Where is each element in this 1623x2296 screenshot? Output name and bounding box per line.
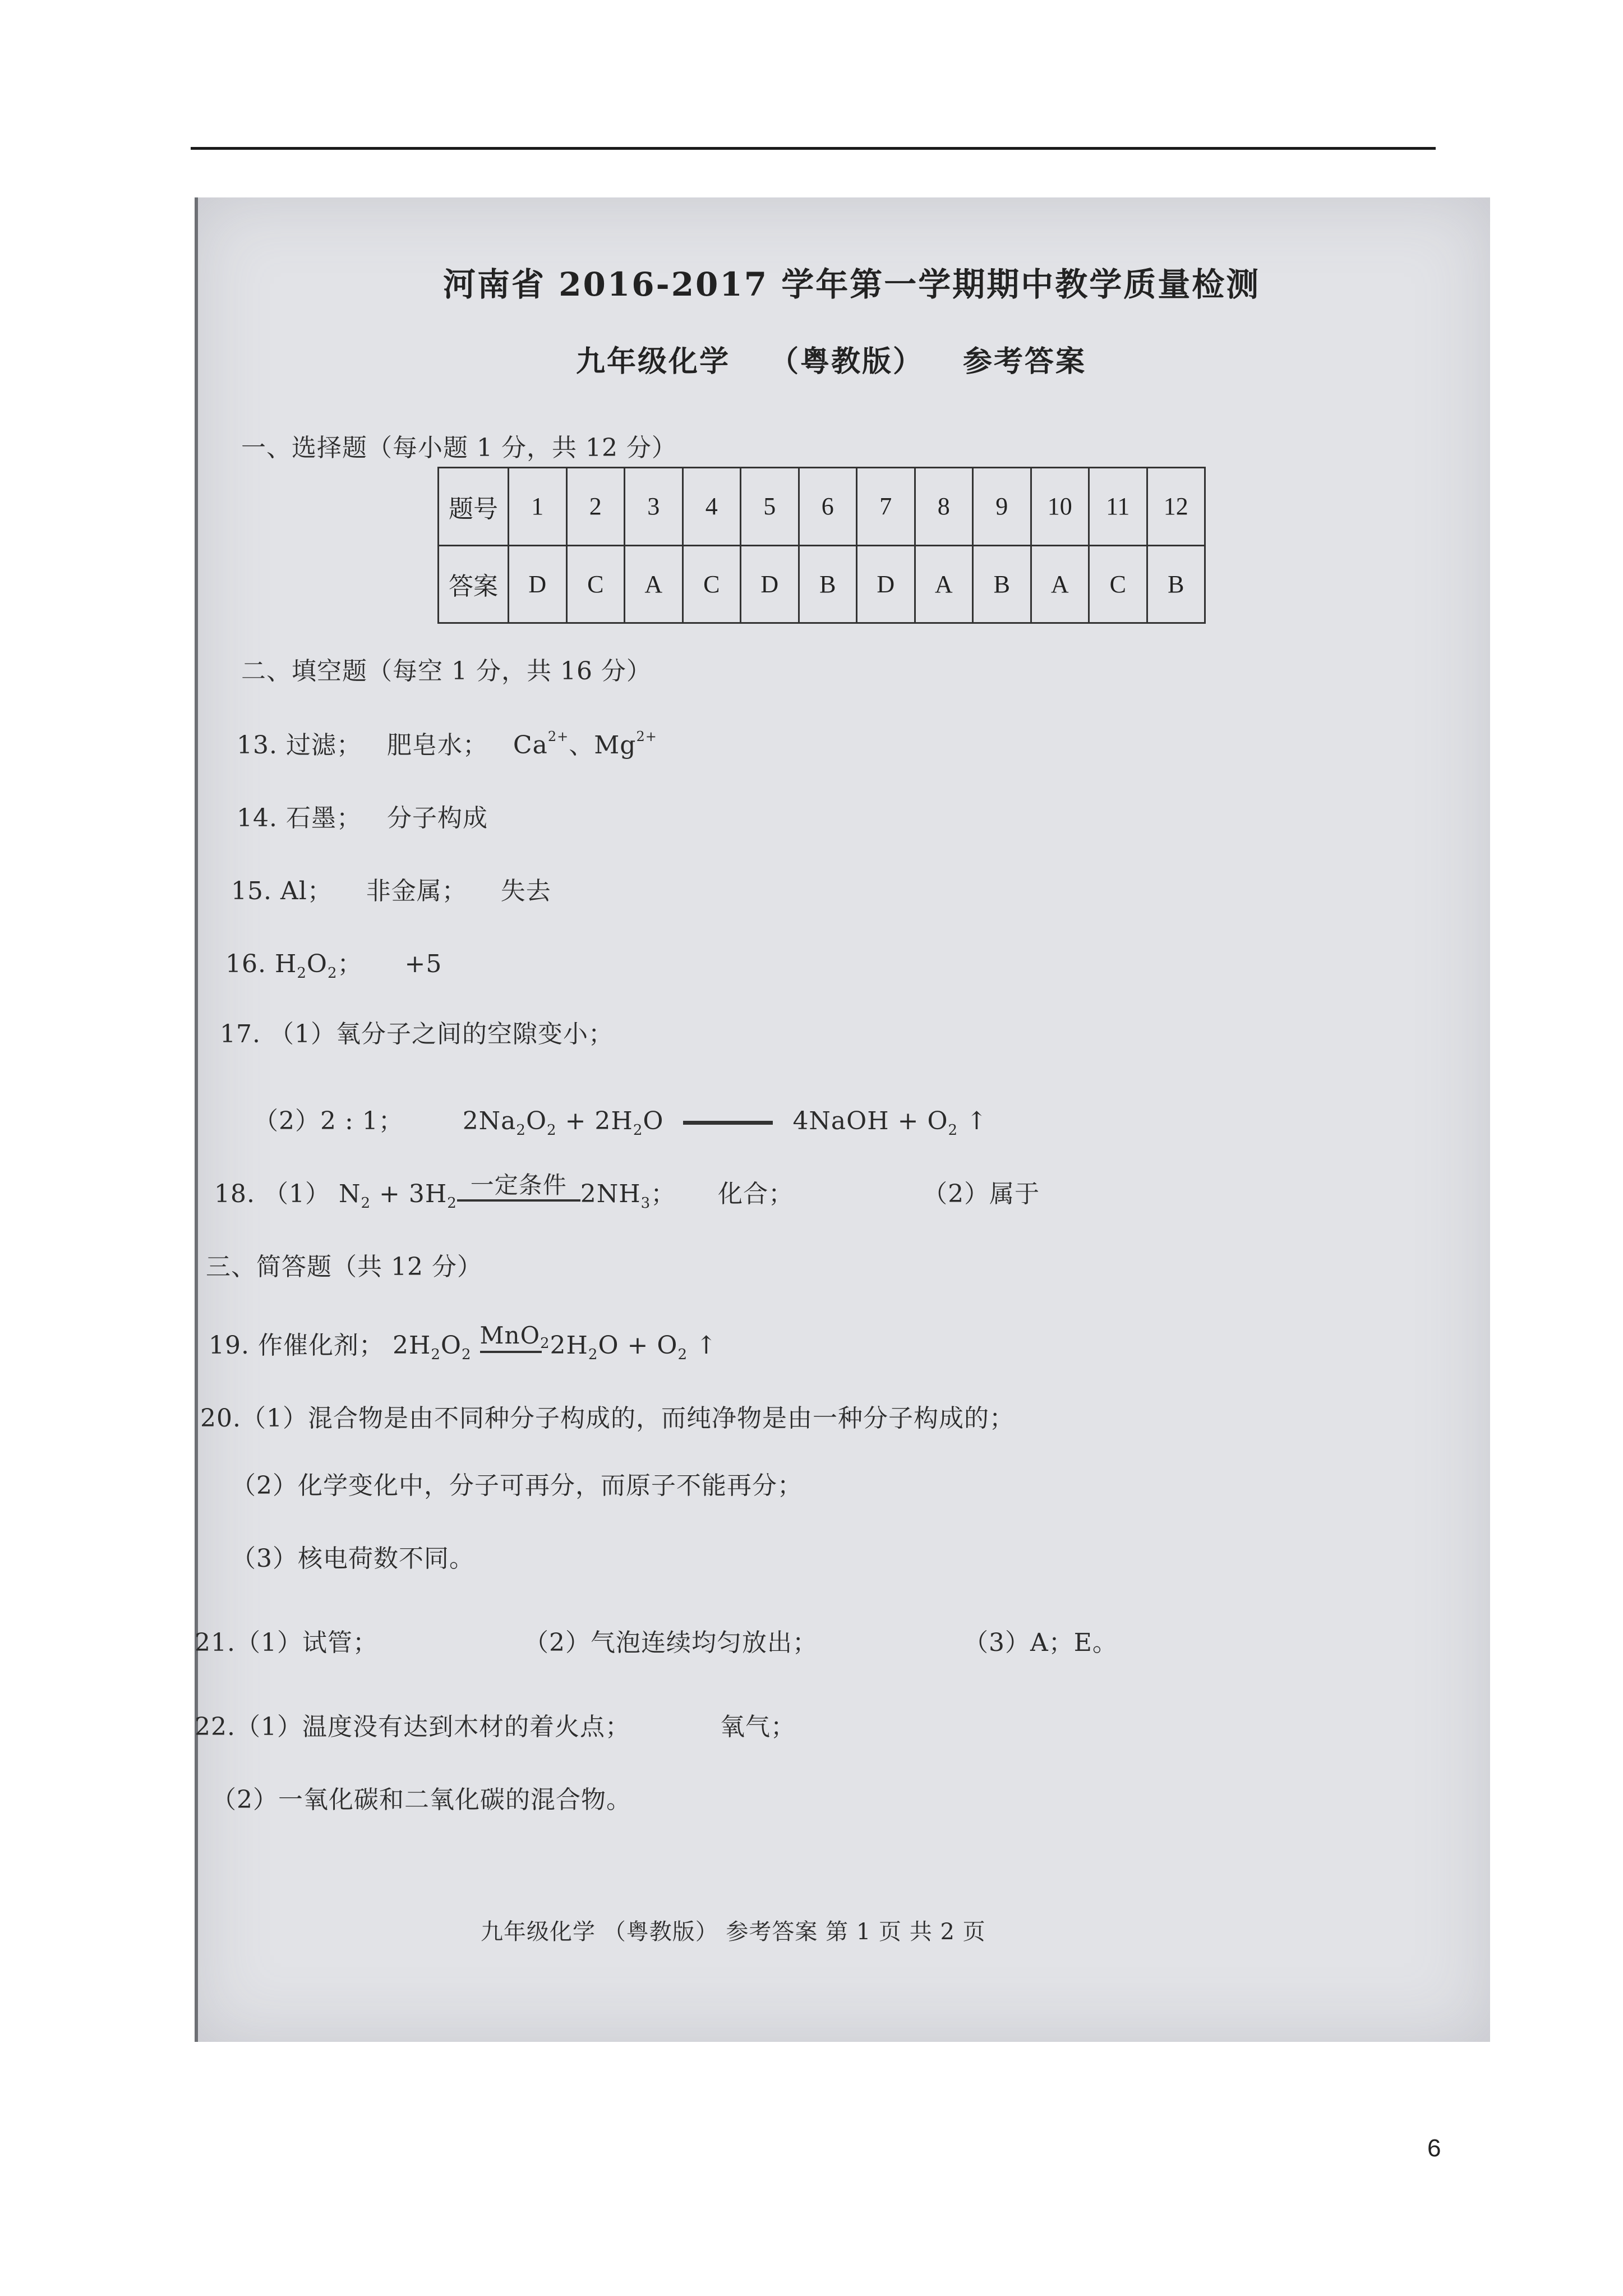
gas-arrow: ↑ [958,1107,988,1135]
question-number: 1 [509,468,567,546]
q-number: 21. [195,1628,236,1657]
answer-part: （3）A；E。 [963,1628,1118,1657]
subtitle-doc: 参考答案 [963,344,1087,379]
answer-cell: B [1147,545,1205,623]
answer-14 [237,798,488,834]
q-number: 19. [209,1331,250,1360]
formula: H [274,950,297,978]
answer-cell: A [915,545,973,623]
formula: 2H [392,1331,431,1360]
section2-heading: 二、填空题（每空 1 分，共 16 分） [241,657,652,685]
subscript: 2 [547,1122,557,1139]
answer-part: +5 [404,950,442,978]
q-number: 18. [214,1180,255,1208]
answer-cell: D [741,545,799,623]
answer-17-part2 [253,1101,988,1137]
condition-bar [480,1351,542,1353]
answer-part: （1） [263,1180,330,1208]
formula: 4NaOH + O [792,1107,948,1135]
answer-part: 分子构成 [386,804,488,832]
answer-part: 化合； [718,1180,794,1208]
subscript: 2 [948,1122,958,1139]
question-number: 9 [973,468,1031,546]
answer-part: 过滤； [285,731,362,760]
subscript: 2 [447,1195,457,1212]
formula: + 3H [371,1180,448,1208]
question-number: 10 [1031,468,1089,546]
answer-part: （2）属于 [923,1180,1040,1208]
answer-20-part2: （2）化学变化中，分子可再分，而原子不能再分； [231,1471,803,1500]
answer-cell: A [625,545,683,623]
gas-arrow: ↑ [687,1331,717,1360]
section3-heading: 三、简答题（共 12 分） [206,1253,482,1281]
answer-part: （1）温度没有达到木材的着火点； [235,1713,630,1741]
subscript: 2 [516,1122,526,1139]
formula: O + O [598,1331,678,1360]
ion-charge: 2+ [547,729,569,744]
subscript: 2 [461,1346,472,1363]
formula: N [338,1180,361,1208]
subscript: 2 [677,1346,688,1363]
exam-subtitle [576,338,1086,380]
subscript: 2 [633,1122,643,1139]
formula: 2Na [462,1107,517,1135]
q-number: 16. [225,950,266,978]
subtitle-edition: （粤教版） [769,344,924,379]
subtitle-grade: 九年级化学 [576,344,731,379]
question-number: 4 [683,468,741,546]
question-number: 5 [741,468,799,546]
answer-part: 石墨； [285,804,362,832]
answer-cell: C [1089,545,1147,623]
ion-charge: 2+ [636,729,657,744]
answer-part: 作催化剂； [257,1331,384,1360]
formula: O [525,1107,547,1135]
top-rule [191,147,1436,150]
reaction-arrow [683,1121,773,1125]
subscript: 2 [588,1346,598,1363]
answer-21 [195,1622,1118,1658]
photo-edge [195,197,198,2042]
answer-15 [231,871,551,907]
subscript: 2 [361,1195,371,1212]
reaction-condition [479,1322,550,1361]
formula: O [643,1107,664,1135]
subscript: 2 [327,965,338,982]
answer-cell: D [509,545,567,623]
answer-cell: C [566,545,625,623]
formula: 2H [550,1331,588,1360]
answer-cell: B [799,545,857,623]
answer-17-part1 [220,1014,614,1050]
question-number: 8 [915,468,973,546]
section1-heading: 一、选择题（每小题 1 分，共 12 分） [241,434,677,462]
punctuation: ； [337,950,363,978]
punctuation: ； [651,1180,676,1208]
answer-part: （1）试管； [235,1628,378,1657]
subscript: 2 [297,965,307,982]
answer-22-part2: （2）一氧化碳和二氧化碳的混合物。 [211,1786,631,1814]
answer-sheet-photo [195,197,1490,2042]
question-number: 2 [566,468,625,546]
answer-cell: B [973,545,1031,623]
question-number: 3 [625,468,683,546]
answer-part: Al； [280,877,333,905]
table-row-numbers [439,468,1205,546]
question-number: 7 [857,468,915,546]
separator: 、 [569,731,594,760]
answer-13 [237,725,657,761]
formula: O [440,1331,462,1360]
answer-part: （2）2 : 1； [253,1107,404,1135]
page-number: 6 [1427,2134,1441,2162]
row-label-number: 题号 [439,468,509,546]
answer-16 [225,944,442,982]
question-number: 6 [799,468,857,546]
answer-18 [214,1171,1040,1212]
q-number: 15. [231,877,272,905]
table-row-answers [439,545,1205,623]
question-number: 11 [1089,468,1147,546]
answer-table [437,467,1206,624]
q-number: 22. [195,1713,236,1741]
formula: 2NH [580,1180,641,1208]
answer-part: 氧气； [720,1713,796,1741]
subscript: 2 [540,1335,550,1352]
answer-part: 失去 [500,877,551,905]
subscript: 3 [640,1195,651,1212]
ion-symbol: Ca [513,731,548,760]
q-number: 14. [237,804,278,832]
subscript: 2 [431,1346,441,1363]
q-number: 13. [237,731,278,760]
q-number: 17. [220,1020,261,1048]
answer-part: （1）混合物是由不同种分子构成的，而纯净物是由一种分子构成的； [241,1404,1015,1433]
answer-part: 非金属； [366,877,467,905]
page-footer: 九年级化学 （粤教版） 参考答案 第 1 页 共 2 页 [481,1919,986,1945]
exam-title: 河南省 2016-2017 学年第一学期期中教学质量检测 [443,265,1261,303]
answer-22-part1 [195,1706,796,1742]
reaction-condition [457,1171,580,1209]
q-number: 20. [200,1404,241,1433]
formula: + 2H [556,1107,633,1135]
answer-part: （2）气泡连续均匀放出； [523,1628,818,1657]
ion-symbol: Mg [594,731,637,760]
answer-cell: C [683,545,741,623]
answer-20-part3: （3）核电荷数不同。 [231,1544,474,1573]
formula: O [306,950,328,978]
question-number: 12 [1147,468,1205,546]
row-label-answer: 答案 [439,545,509,623]
answer-19 [209,1322,717,1363]
answer-20-part1 [200,1398,1015,1434]
condition-text: 一定条件 [470,1171,567,1199]
answer-cell: A [1031,545,1089,623]
catalyst: MnO [479,1322,541,1349]
answer-cell: D [857,545,915,623]
answer-part: 肥皂水； [386,731,488,760]
answer-part: （1）氧分子之间的空隙变小； [269,1020,614,1048]
